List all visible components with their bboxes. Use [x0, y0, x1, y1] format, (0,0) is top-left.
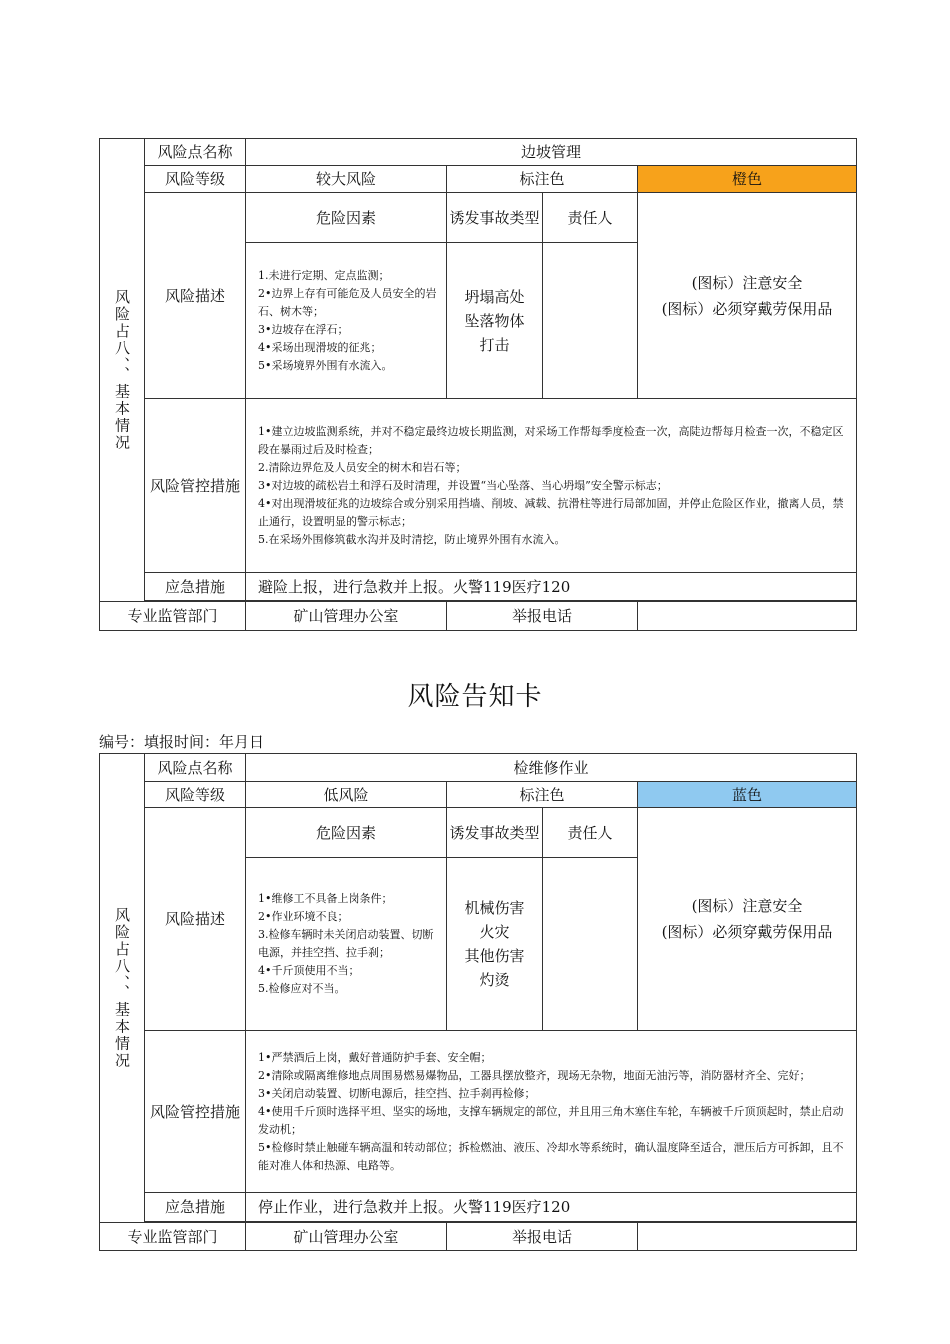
hazard-factors-header: 危险因素 — [246, 193, 447, 243]
accident-type: 灼烫 — [479, 971, 510, 989]
emergency-label: 应急措施 — [145, 1193, 246, 1222]
report-phone-value — [638, 602, 857, 631]
accident-type: 坠落物体 — [464, 311, 525, 330]
responsible-person-value — [543, 243, 638, 399]
basic-info-label: 风险占八、、基本情况 — [100, 754, 145, 1223]
risk-point-name-label: 风险点名称 — [145, 139, 246, 166]
control-measures — [246, 1031, 857, 1193]
warning-signs — [638, 808, 857, 1031]
record-meta: 编号：填报时间：年月日 — [99, 733, 265, 751]
hazard-item: 3.检修车辆时未关闭启动装置、切断电源，并挂空挡、拉手刹； — [258, 928, 434, 959]
risk-point-name-label: 风险点名称 — [145, 754, 246, 782]
control-measures — [246, 399, 857, 573]
accident-type-header: 诱发事故类型 — [447, 808, 543, 858]
accident-type-header: 诱发事故类型 — [447, 193, 543, 243]
hazard-item: 5•采场境界外围有水流入。 — [258, 358, 393, 372]
emergency-value: 停止作业，进行急救并上报。火警119医疗120 — [246, 1193, 857, 1222]
supervision-dept-value: 矿山管理办公室 — [246, 602, 447, 631]
risk-point-name-value: 边坡管理 — [246, 139, 857, 166]
hazard-factors-header: 危险因素 — [246, 808, 447, 858]
accident-types — [447, 858, 543, 1031]
hazard-item: 2•边界上存有可能危及人员安全的岩石、树木等； — [258, 286, 437, 318]
warning-sign: (图标）注意安全 — [691, 273, 803, 292]
warning-sign: (图标）注意安全 — [691, 897, 803, 915]
hazard-item: 1•维修工不具备上岗条件； — [258, 892, 393, 905]
page-title: 风险告知卡 — [407, 682, 543, 712]
risk-control-label: 风险管控措施 — [145, 399, 246, 573]
hazard-item: 1.未进行定期、定点监测； — [258, 268, 390, 282]
risk-control-label: 风险管控措施 — [145, 1031, 246, 1193]
risk-card-2 — [99, 753, 857, 1251]
risk-point-name-value: 检维修作业 — [246, 754, 857, 782]
hazard-item: 4•千斤顶使用不当； — [258, 964, 360, 977]
emergency-label: 应急措施 — [145, 573, 246, 601]
report-phone-value — [638, 1223, 857, 1251]
emergency-value: 避险上报，进行急救并上报。火警119医疗120 — [246, 573, 857, 601]
hazard-list — [246, 858, 447, 1031]
risk-level-value: 较大风险 — [246, 166, 447, 193]
control-item: 3•关闭启动装置、切断电源后，挂空挡、拉手刹再检修； — [258, 1086, 536, 1100]
responsible-person-header: 责任人 — [543, 808, 638, 858]
risk-level-value: 低风险 — [246, 782, 447, 808]
mark-color-value: 蓝色 — [638, 782, 857, 808]
risk-description-label: 风险描述 — [145, 193, 246, 399]
accident-type: 坍塌高处 — [464, 287, 525, 306]
accident-type: 其他伤害 — [464, 947, 525, 965]
accident-types — [447, 243, 543, 399]
hazard-item: 2•作业环境不良； — [258, 910, 349, 923]
accident-type: 打击 — [479, 335, 510, 354]
report-phone-label: 举报电话 — [447, 1223, 638, 1251]
control-item: 1•严禁酒后上岗，戴好普通防护手套、安全帽； — [258, 1050, 492, 1064]
mark-color-value: 橙色 — [638, 166, 857, 193]
control-item: 4•使用千斤顶时选择平坦、坚实的场地，支撑车辆规定的部位，并且用三角木塞住车轮，车辆被千斤顶顶起时，禁止启动发动机； — [258, 1104, 844, 1136]
supervision-dept-value: 矿山管理办公室 — [246, 1223, 447, 1251]
warning-sign: (图标）必须穿戴劳保用品 — [661, 923, 833, 941]
report-phone-label: 举报电话 — [447, 602, 638, 631]
hazard-item: 5.检修应对不当。 — [258, 982, 346, 995]
control-item: 2•清除或隔离维修地点周围易燃易爆物品，工器具摆放整齐，现场无杂物，地面无油污等，消防器材齐全、完好； — [258, 1068, 811, 1082]
control-item: 3•对边坡的疏松岩土和浮石及时清理，并设置“当心坠落、当心坍塌”安全警示标志； — [258, 478, 668, 492]
risk-description-label: 风险描述 — [145, 808, 246, 1031]
control-item: 4•对出现滑坡征兆的边坡综合或分别采用挡墙、削坡、减载、抗滑柱等进行局部加固，并停止危险区作业，撤离人员，禁止通行，设置明显的警示标志； — [258, 496, 844, 528]
mark-color-label: 标注色 — [447, 166, 638, 193]
supervision-dept-label: 专业监管部门 — [100, 602, 246, 631]
control-item: 5•检修时禁止触碰车辆高温和转动部位；拆检燃油、液压、冷却水等系统时，确认温度降至适合，泄压后方可拆卸，且不能对准人体和热源、电路等。 — [258, 1140, 844, 1172]
control-item: 1•建立边坡监测系统，并对不稳定最终边坡长期监测，对采场工作帮每季度检查一次，高陡边帮每月检查一次，不稳定区段在暴雨过后及时检查； — [258, 424, 844, 456]
hazard-item: 3•边坡存在浮石； — [258, 322, 349, 336]
mark-color-label: 标注色 — [447, 782, 638, 808]
control-item: 5.在采场外围修筑截水沟并及时清挖，防止境界外围有水流入。 — [258, 532, 566, 546]
warning-signs — [638, 193, 857, 399]
risk-card-1 — [99, 138, 857, 631]
accident-type: 机械伤害 — [464, 899, 525, 917]
accident-type: 火灾 — [479, 923, 510, 941]
control-item: 2.清除边界危及人员安全的树木和岩石等； — [258, 460, 467, 474]
warning-sign: (图标）必须穿戴劳保用品 — [661, 299, 833, 318]
supervision-dept-label: 专业监管部门 — [100, 1223, 246, 1251]
hazard-list — [246, 243, 447, 399]
hazard-item: 4•采场出现滑坡的征兆； — [258, 340, 382, 354]
responsible-person-value — [543, 858, 638, 1031]
risk-level-label: 风险等级 — [145, 782, 246, 808]
basic-info-label: 风险占八、、基本情况 — [100, 139, 145, 602]
risk-level-label: 风险等级 — [145, 166, 246, 193]
responsible-person-header: 责任人 — [543, 193, 638, 243]
